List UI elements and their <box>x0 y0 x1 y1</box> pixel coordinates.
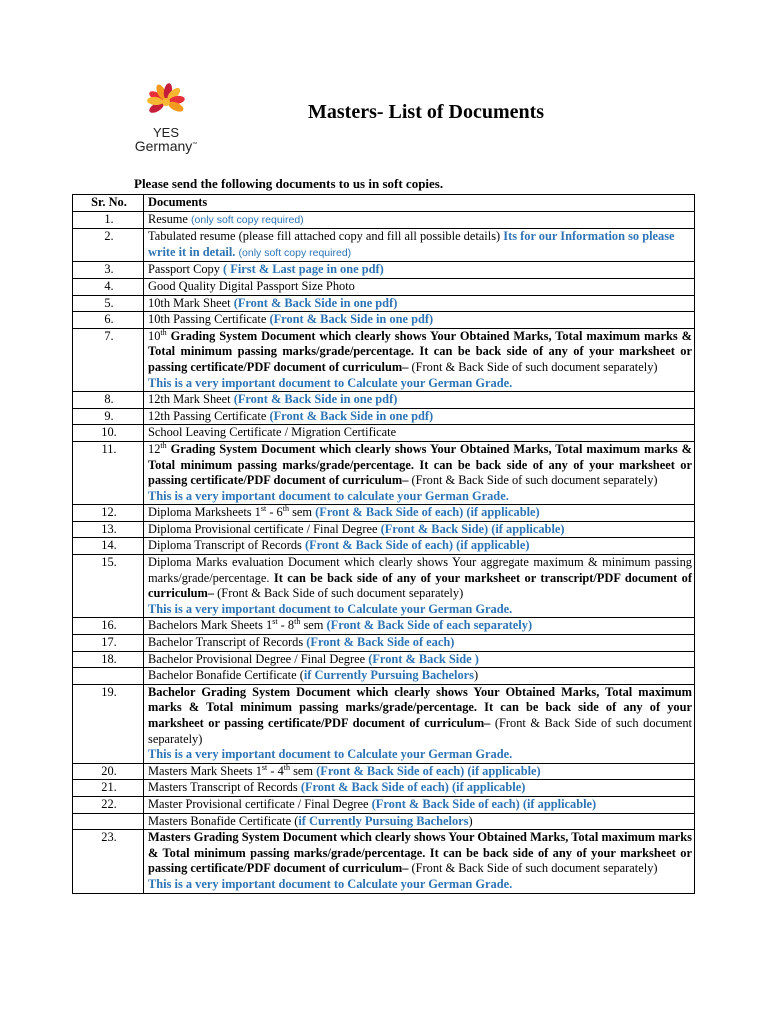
doc-text: Passport Copy <box>148 262 224 277</box>
logo-line1: YES <box>152 125 179 140</box>
doc-text: Diploma Provisional certificate / Final Degree <box>148 521 381 536</box>
doc-text: - 6 <box>266 505 283 520</box>
doc-note-small: (only soft copy required) <box>238 246 352 259</box>
doc-text: Master Provisional certificate / Final Degree <box>148 796 372 811</box>
doc-text: th <box>282 504 289 514</box>
doc-note-highlight: if Currently Pursuing Bachelors <box>298 813 469 828</box>
doc-note-highlight: ( First & Last page in one pdf) <box>223 262 384 277</box>
table-row <box>73 763 695 780</box>
row-sr-no: 2. <box>73 229 144 262</box>
table-row <box>73 538 695 555</box>
doc-text: Bachelor Transcript of Records <box>148 635 307 650</box>
table-row <box>73 618 695 635</box>
yes-germany-logo <box>128 78 204 158</box>
doc-text: Diploma Transcript of Records <box>148 538 305 553</box>
row-sr-no: 22. <box>73 796 144 813</box>
row-sr-no: 3. <box>73 262 144 279</box>
doc-text: Masters Transcript of Records <box>148 780 301 795</box>
row-sr-no: 7. <box>73 328 144 391</box>
doc-text: sem <box>288 505 316 520</box>
logo-center <box>162 98 170 106</box>
flower-logo-icon <box>142 78 190 124</box>
table-row <box>73 780 695 797</box>
row-sr-no: 10. <box>73 425 144 442</box>
table-row <box>73 521 695 538</box>
row-sr-no: 20. <box>73 763 144 780</box>
doc-note-highlight: (Front & Back Side of each) (if applicable) <box>371 796 597 811</box>
row-sr-no: 13. <box>73 521 144 538</box>
doc-text: Resume <box>148 211 192 226</box>
doc-note-highlight: (Front & Back Side in one pdf) <box>269 312 434 327</box>
doc-note-highlight: (Front & Back Side of each) (if applicable) <box>300 780 526 795</box>
table-row <box>73 262 695 279</box>
row-document <box>144 278 695 295</box>
doc-note-highlight: (Front & Back Side) (if applicable) <box>380 521 565 536</box>
doc-text: Diploma Marksheets 1 <box>148 505 261 520</box>
table-header-row <box>73 195 695 212</box>
doc-text: th <box>283 762 291 772</box>
doc-text: ) <box>474 668 479 683</box>
doc-note-highlight: (Front & Back Side in one pdf) <box>233 392 398 407</box>
table-row <box>73 392 695 409</box>
table-row <box>73 555 695 618</box>
intro-text: Please send the following documents to us in soft copies. <box>134 176 444 191</box>
row-document <box>144 813 695 830</box>
row-document <box>144 830 695 893</box>
row-sr-no: 5. <box>73 295 144 312</box>
doc-text: Bachelors Mark Sheets 1 <box>148 618 273 633</box>
doc-text: It can be back side of any of your marksheet or passing certificate/PDF document of curriculum– <box>148 845 692 876</box>
doc-note-highlight: if Currently Pursuing Bachelors <box>303 668 475 683</box>
row-sr-no: 19. <box>73 684 144 763</box>
doc-text: st <box>272 617 278 627</box>
doc-note-highlight: This is a very important document to calculate your German Grade. <box>148 488 509 503</box>
doc-note-highlight: (Front & Back Side ) <box>368 651 479 666</box>
table-row <box>73 425 695 442</box>
doc-text: - 8 <box>277 618 295 633</box>
row-document <box>144 312 695 329</box>
doc-note-highlight: This is a very important document to Calculate your German Grade. <box>148 601 513 616</box>
doc-text: Masters Bonafide Certificate ( <box>148 813 299 828</box>
row-sr-no: 17. <box>73 635 144 652</box>
doc-text: (Front & Back Side of such document separately) <box>411 473 658 488</box>
row-document <box>144 425 695 442</box>
doc-text: (Front & Back Side of such document separately) <box>148 716 692 746</box>
row-sr-no: 18. <box>73 651 144 668</box>
row-sr-no: 23. <box>73 830 144 893</box>
row-document <box>144 441 695 504</box>
row-sr-no: 1. <box>73 211 144 229</box>
table-row <box>73 651 695 668</box>
row-sr-no: 11. <box>73 441 144 504</box>
doc-text: th <box>160 327 167 337</box>
row-document <box>144 521 695 538</box>
doc-text: It can be back side of any of your marksheet or passing certificate/PDF document of curriculum– <box>148 457 692 488</box>
table-row <box>73 295 695 312</box>
row-document <box>144 780 695 797</box>
doc-text: Grading System Document which clearly shows Your Obtained Marks, Total maximum marks & Total minimum passing marks/grade/percentage. <box>148 441 692 472</box>
row-document <box>144 505 695 522</box>
table-row <box>73 668 695 685</box>
doc-note-highlight: (Front & Back Side of each separately) <box>326 618 533 633</box>
row-document <box>144 555 695 618</box>
doc-text: sem <box>300 618 327 633</box>
doc-note-highlight: This is a very important document to Calculate your German Grade. <box>148 876 513 891</box>
doc-note-highlight: (Front & Back Side in one pdf) <box>233 295 398 310</box>
doc-note-highlight: (Front & Back Side of each) (if applicable) <box>316 763 541 778</box>
doc-text: It can be back side of any of your marksheet or passing certificate/PDF document of curriculum– <box>148 700 692 730</box>
table-row <box>73 278 695 295</box>
doc-text: st <box>261 762 268 772</box>
doc-note-highlight: This is a very important document to Calculate your German Grade. <box>148 747 513 762</box>
row-sr-no <box>73 668 144 685</box>
doc-note-highlight: (Front & Back Side in one pdf) <box>269 408 434 423</box>
table-row <box>73 441 695 504</box>
doc-text: It can be back side of any of your marksheet or passing certificate/PDF document of curriculum– <box>148 344 692 374</box>
row-sr-no: 6. <box>73 312 144 329</box>
row-document <box>144 763 695 780</box>
row-document <box>144 295 695 312</box>
header-sr-no: Sr. No. <box>73 195 144 212</box>
doc-text: Diploma Marks evaluation Document which clearly shows Your aggregate maximum & minimum passing marks/grade/percentage. <box>148 555 692 585</box>
doc-note-highlight: Its for our Information so please write it in detail. <box>148 229 675 259</box>
doc-note-highlight: (Front & Back Side of each) <box>306 635 455 650</box>
doc-text: 10 <box>148 328 161 343</box>
row-document <box>144 668 695 685</box>
doc-text: It can be back side of any of your marksheet or transcript/PDF document of curriculum– <box>148 570 692 601</box>
doc-text: School Leaving Certificate / Migration Certificate <box>148 425 397 440</box>
doc-text: th <box>160 440 167 450</box>
row-document <box>144 538 695 555</box>
doc-text: 12th Passing Certificate <box>148 408 270 423</box>
documents-table <box>72 194 695 894</box>
row-sr-no: 16. <box>73 618 144 635</box>
table-row <box>73 328 695 391</box>
doc-text: 10th Passing Certificate <box>148 312 270 327</box>
table-row <box>73 830 695 893</box>
row-document <box>144 408 695 425</box>
row-sr-no: 9. <box>73 408 144 425</box>
table-row <box>73 505 695 522</box>
doc-text: Bachelor Grading System Document which clearly shows Your Obtained Marks, Total maximum marks & Total minimum passing marks/grade/percentage. <box>148 684 692 715</box>
doc-text: Grading System Document which clearly shows Your Obtained Marks, Total maximum marks & Total minimum passing marks/grade/percentage. <box>148 328 692 359</box>
table-row <box>73 229 695 262</box>
row-sr-no: 21. <box>73 780 144 797</box>
doc-text: Bachelor Provisional Degree / Final Degree <box>148 651 369 666</box>
doc-note-highlight: (Front & Back Side of each) (if applicable) <box>304 538 530 553</box>
doc-note-highlight: (Front & Back Side of each) (if applicable) <box>315 505 540 520</box>
row-sr-no <box>73 813 144 830</box>
table-row <box>73 312 695 329</box>
table-row <box>73 796 695 813</box>
doc-text: sem <box>290 763 317 778</box>
doc-note-highlight: This is a very important document to Calculate your German Grade. <box>148 375 513 390</box>
row-sr-no: 12. <box>73 505 144 522</box>
row-document <box>144 684 695 763</box>
table-row <box>73 684 695 763</box>
row-document <box>144 211 695 229</box>
page-title: Masters- List of Documents <box>308 101 545 123</box>
doc-text: (Front & Back Side of such document separately) <box>411 861 658 876</box>
table-row <box>73 211 695 229</box>
table-row <box>73 635 695 652</box>
row-document <box>144 262 695 279</box>
row-sr-no: 4. <box>73 278 144 295</box>
doc-text: (Front & Back Side of such document separately) <box>217 586 464 601</box>
row-document <box>144 618 695 635</box>
doc-text: 12th Mark Sheet <box>148 392 234 407</box>
row-document <box>144 651 695 668</box>
header-documents: Documents <box>144 195 695 212</box>
row-sr-no: 15. <box>73 555 144 618</box>
logo-line2: Germany™ <box>134 138 198 154</box>
doc-text: Good Quality Digital Passport Size Photo <box>148 278 355 293</box>
row-document <box>144 229 695 262</box>
doc-text: st <box>260 504 267 514</box>
row-document <box>144 796 695 813</box>
doc-text: 10th Mark Sheet <box>148 295 234 310</box>
doc-text: Masters Mark Sheets 1 <box>148 763 262 778</box>
row-sr-no: 14. <box>73 538 144 555</box>
doc-text: Tabulated resume (please fill attached copy and fill all possible details) <box>148 229 504 244</box>
table-row <box>73 408 695 425</box>
doc-text: ) <box>468 813 473 828</box>
doc-text: th <box>294 617 301 627</box>
doc-text: (Front & Back Side of such document separately) <box>411 359 658 374</box>
doc-text: Bachelor Bonafide Certificate ( <box>148 668 304 683</box>
row-document <box>144 328 695 391</box>
row-document <box>144 635 695 652</box>
row-document <box>144 392 695 409</box>
doc-text: 12 <box>148 441 161 456</box>
doc-text: - 4 <box>267 763 284 778</box>
doc-text: Masters Grading System Document which clearly shows Your Obtained Marks, Total maximum marks & Total minimum passing marks/grade/percentage. <box>148 830 692 860</box>
doc-note-small: (only soft copy required) <box>191 213 304 226</box>
table-row <box>73 813 695 830</box>
row-sr-no: 8. <box>73 392 144 409</box>
